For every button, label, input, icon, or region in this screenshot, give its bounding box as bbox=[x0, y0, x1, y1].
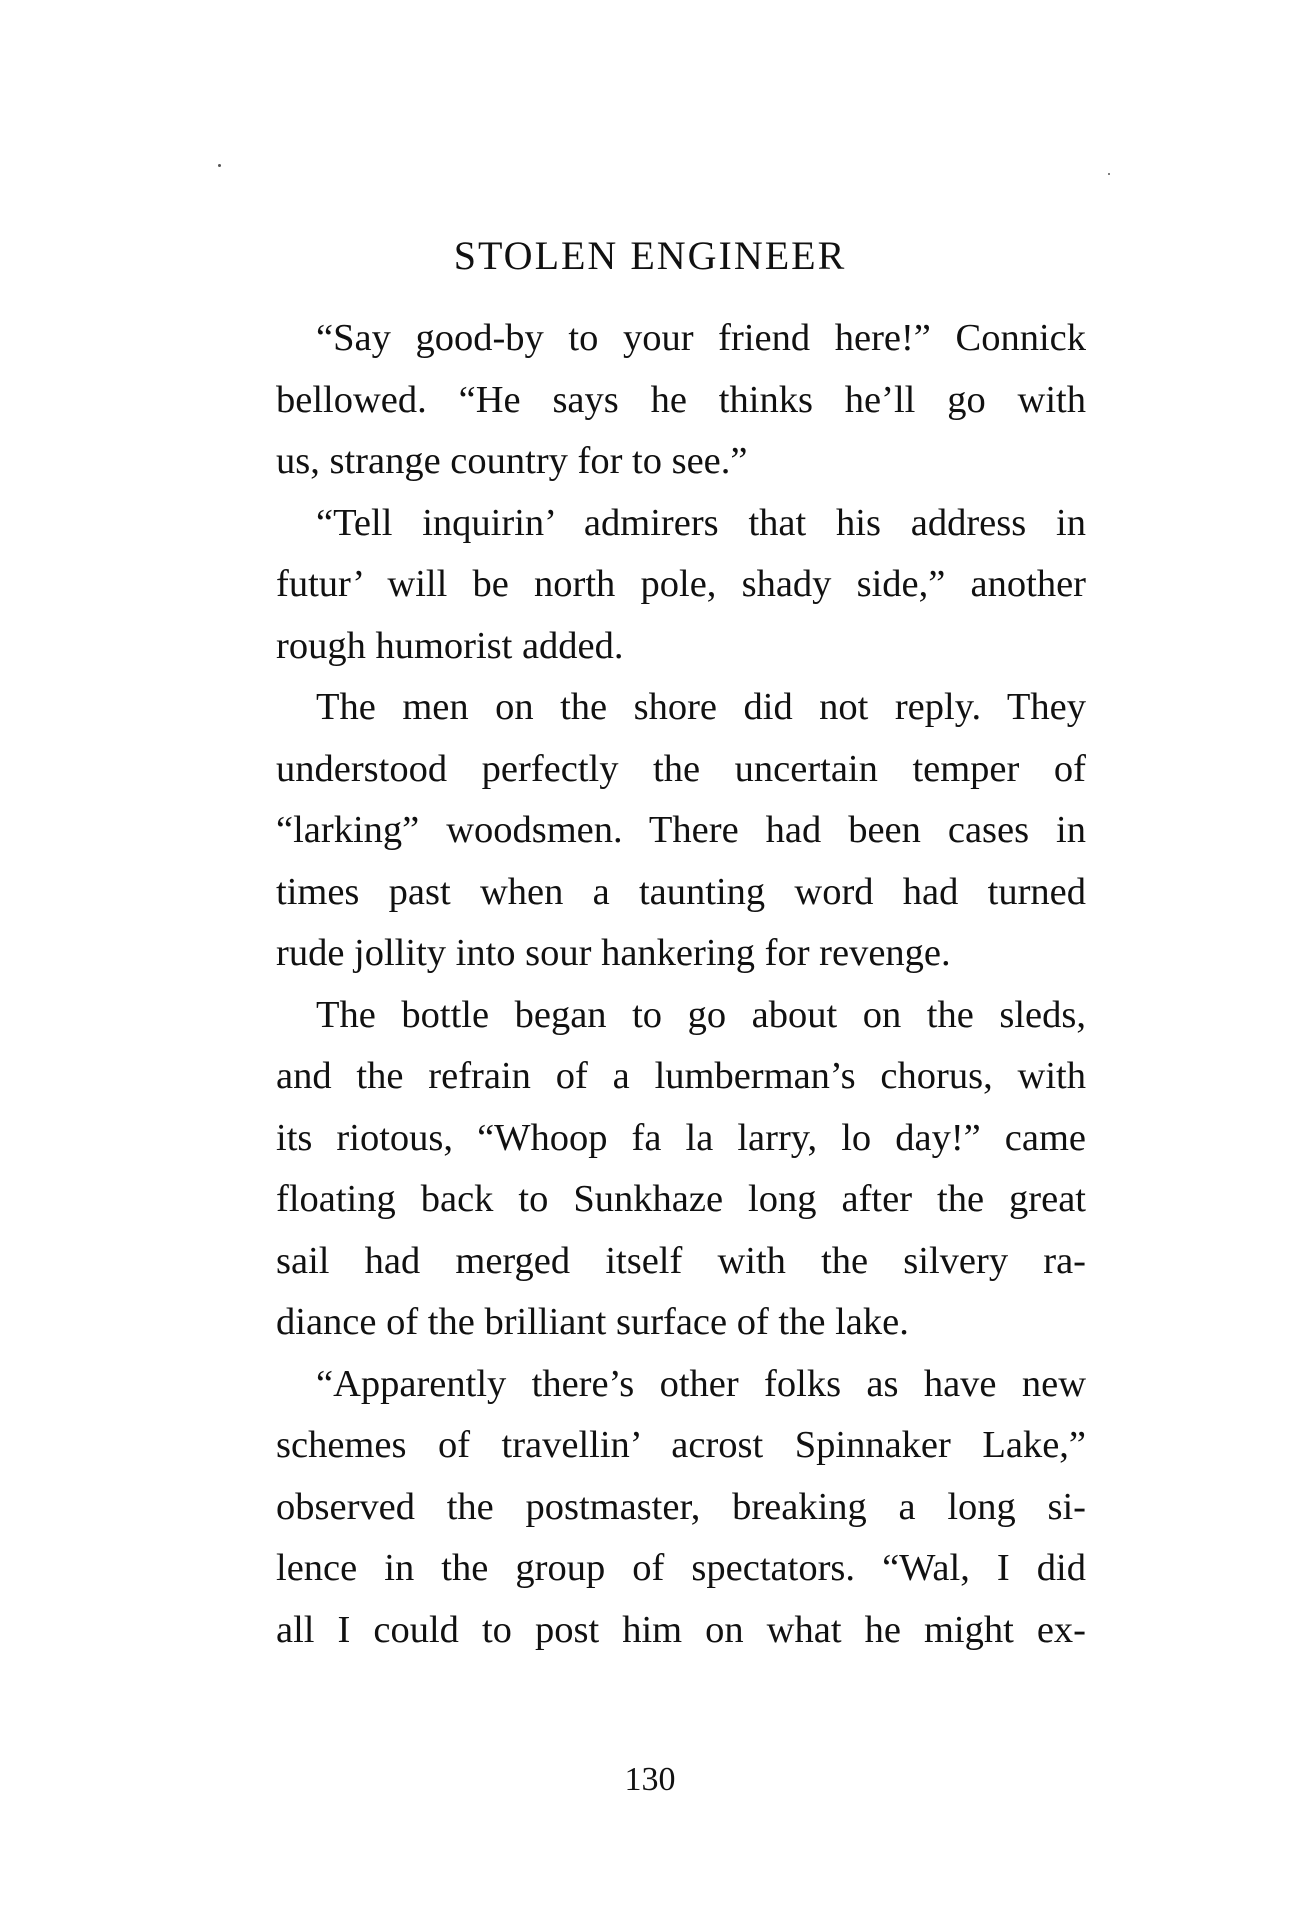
text-line: floating back to Sunkhaze long after the great bbox=[276, 1178, 1086, 1220]
text-line: rude jollity into sour hankering for revenge. bbox=[276, 932, 951, 974]
running-head: STOLEN ENGINEER bbox=[453, 233, 847, 278]
text-line: bellowed. “He says he thinks he’ll go with bbox=[276, 378, 1086, 421]
text-line: rough humorist added. bbox=[276, 624, 624, 667]
paragraph bbox=[276, 1354, 1086, 1662]
paragraph bbox=[276, 493, 1086, 678]
text-line: futur’ will be north pole, shady side,” another bbox=[276, 563, 1086, 605]
text-line: sail had merged itself with the silvery ra- bbox=[276, 1239, 1086, 1282]
text-line: lence in the group of spectators. “Wal, I did bbox=[276, 1547, 1086, 1589]
text-line: “Say good-by to your friend here!” Connick bbox=[316, 317, 1086, 359]
text-line: observed the postmaster, breaking a long si- bbox=[276, 1485, 1086, 1528]
text-line: its riotous, “Whoop fa la larry, lo day!” came bbox=[276, 1116, 1086, 1159]
text-line: The men on the shore did not reply. They bbox=[316, 686, 1086, 728]
print-speck bbox=[1108, 173, 1110, 175]
text-line: schemes of travellin’ acrost Spinnaker Lake,” bbox=[276, 1424, 1086, 1466]
text-line: and the refrain of a lumberman’s chorus, with bbox=[276, 1055, 1086, 1097]
text-line: diance of the brilliant surface of the lake. bbox=[276, 1301, 909, 1343]
print-speck bbox=[218, 164, 221, 167]
paragraph bbox=[276, 677, 1086, 985]
paragraph bbox=[276, 308, 1086, 493]
page-number: 130 bbox=[624, 1761, 676, 1798]
body-text bbox=[276, 308, 1086, 1661]
text-line: us, strange country for to see.” bbox=[276, 440, 748, 482]
text-line: all I could to post him on what he might ex- bbox=[276, 1608, 1086, 1651]
text-line: “larking” woodsmen. There had been cases in bbox=[276, 809, 1086, 851]
text-line: “Tell inquirin’ admirers that his address in bbox=[316, 501, 1086, 544]
text-line: times past when a taunting word had turned bbox=[276, 870, 1086, 913]
text-line: understood perfectly the uncertain temper of bbox=[276, 747, 1086, 790]
text-line: The bottle began to go about on the sleds, bbox=[316, 993, 1086, 1036]
paragraph bbox=[276, 985, 1086, 1354]
text-line: “Apparently there’s other folks as have new bbox=[316, 1362, 1086, 1405]
